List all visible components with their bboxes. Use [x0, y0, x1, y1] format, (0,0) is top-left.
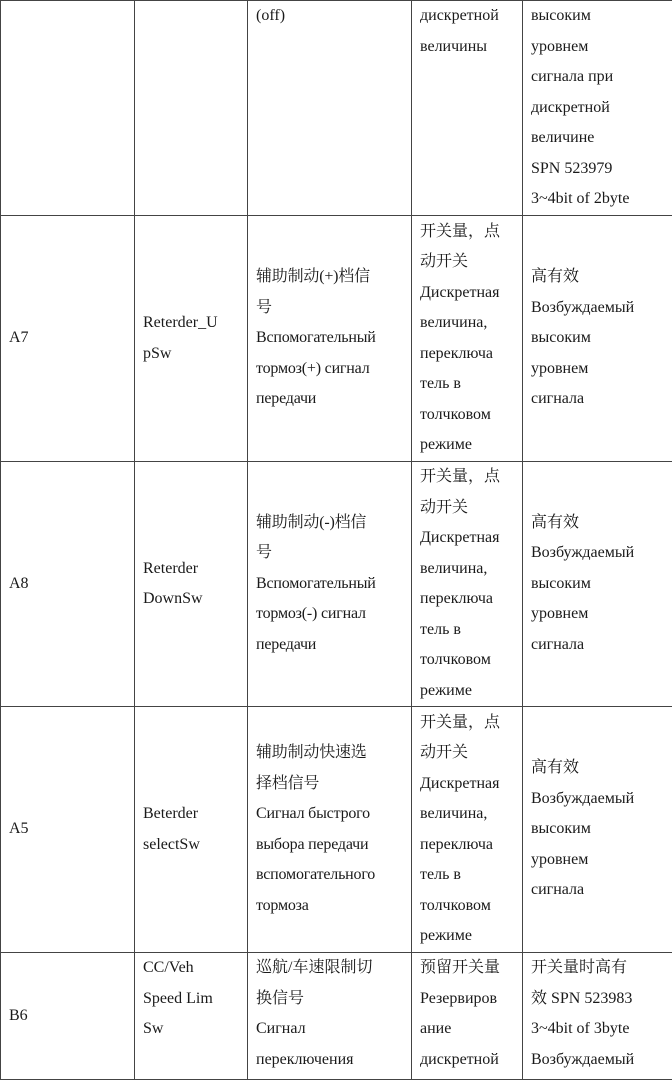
table-row [1, 953, 672, 1080]
signal-type-cell: 开关量，点 动开关 Дискретная величина, переключа тель в толчковом режиме [412, 216, 523, 462]
signal-name-cell [135, 1, 248, 216]
description-cell: (off) [248, 1, 412, 216]
signal-type-cell: 预留开关量 Резервиров ание дискретной [412, 953, 523, 1080]
active-level-cell: 开关量时高有 效 SPN 523983 3~4bit of 3byte Возбуждаемый [523, 953, 672, 1080]
active-level-cell: 高有效 Возбуждаемый высоким уровнем сигнала [523, 462, 672, 707]
pin-id-cell [1, 1, 135, 216]
pin-id-cell: B6 [1, 953, 135, 1080]
table-row [1, 707, 672, 953]
description-cell: 辅助制动快速选 择档信号 Сигнал быстрого выбора передачи вспомогательного тормоза [248, 707, 412, 953]
description-cell: 辅助制动(+)档信 号 Вспомогательный тормоз(+) сигнал передачи [248, 216, 412, 462]
signal-type-cell: дискретной величины [412, 1, 523, 216]
table-row [1, 1, 672, 216]
table-row [1, 462, 672, 707]
signal-name-cell: CC/Veh Speed Lim Sw [135, 953, 248, 1080]
signal-name-cell: Reterder_U pSw [135, 216, 248, 462]
description-cell: 辅助制动(-)档信 号 Вспомогательный тормоз(-) сигнал передачи [248, 462, 412, 707]
signal-type-cell: 开关量，点 动开关 Дискретная величина, переключа тель в толчковом режиме [412, 462, 523, 707]
signal-type-cell: 开关量，点 动开关 Дискретная величина, переключа тель в толчковом режиме [412, 707, 523, 953]
pin-id-cell: A7 [1, 216, 135, 462]
table-row [1, 216, 672, 462]
active-level-cell: высоким уровнем сигнала при дискретной величине SPN 523979 3~4bit of 2byte [523, 1, 672, 216]
description-cell: 巡航/车速限制切 换信号 Сигнал переключения [248, 953, 412, 1080]
pin-id-cell: A8 [1, 462, 135, 707]
active-level-cell: 高有效 Возбуждаемый высоким уровнем сигнала [523, 216, 672, 462]
pin-id-cell: A5 [1, 707, 135, 953]
signal-name-cell: Reterder DownSw [135, 462, 248, 707]
active-level-cell: 高有效 Возбуждаемый высоким уровнем сигнала [523, 707, 672, 953]
signal-name-cell: Beterder selectSw [135, 707, 248, 953]
